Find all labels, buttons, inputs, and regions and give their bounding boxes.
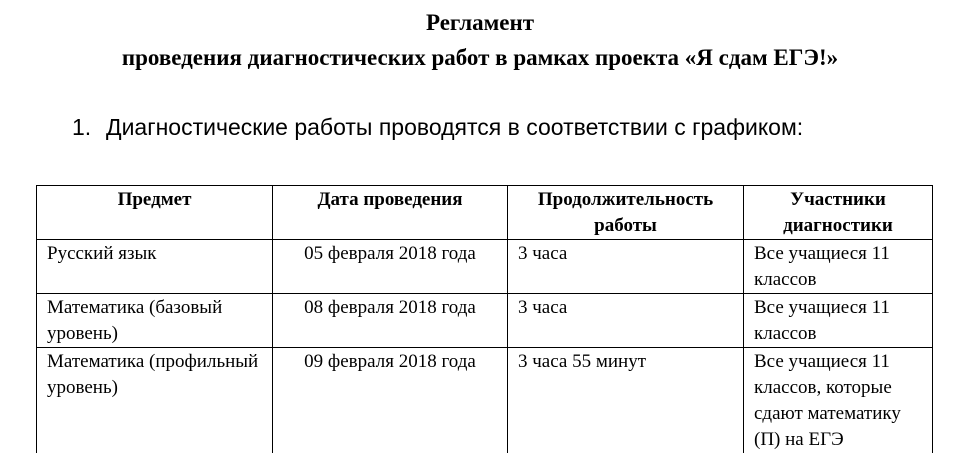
schedule-table: [36, 185, 933, 453]
cell-duration: 3 часа: [508, 294, 744, 348]
table-row: [37, 294, 933, 348]
cell-date: 09 февраля 2018 года: [273, 348, 508, 454]
header-subject: Предмет: [37, 186, 273, 240]
document-title: Регламент: [425, 10, 535, 35]
list-item-text: Диагностические работы проводятся в соответствии с графиком:: [106, 114, 804, 140]
cell-date: 08 февраля 2018 года: [273, 294, 508, 348]
document-subtitle: проведения диагностических работ в рамках проекта «Я сдам ЕГЭ!»: [121, 45, 839, 70]
cell-participants: Все учащиеся 11 классов: [744, 294, 933, 348]
cell-subject: Русский язык: [37, 240, 273, 294]
table-row: [37, 240, 933, 294]
table-row: [37, 348, 933, 454]
cell-duration: 3 часа: [508, 240, 744, 294]
table-header-row: [37, 186, 933, 240]
cell-participants: Все учащиеся 11 классов, которые сдают математику (П) на ЕГЭ: [744, 348, 933, 454]
cell-date: 05 февраля 2018 года: [273, 240, 508, 294]
header-duration: Продолжительность работы: [508, 186, 744, 240]
list-item-number: 1.: [72, 114, 92, 140]
list-item: [72, 113, 803, 141]
cell-subject: Математика (базовый уровень): [37, 294, 273, 348]
cell-duration: 3 часа 55 минут: [508, 348, 744, 454]
cell-participants: Все учащиеся 11 классов: [744, 240, 933, 294]
header-participants: Участники диагностики: [744, 186, 933, 240]
header-date: Дата проведения: [273, 186, 508, 240]
cell-subject: Математика (профильный уровень): [37, 348, 273, 454]
